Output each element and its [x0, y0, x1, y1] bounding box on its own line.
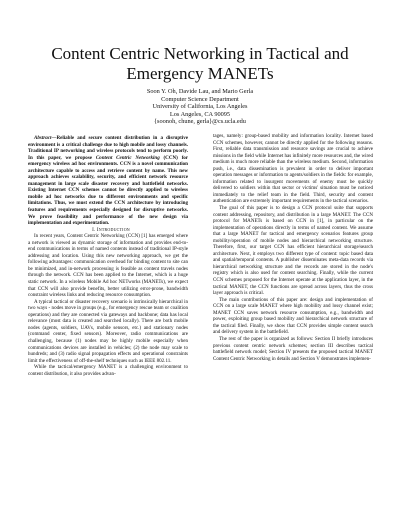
- left-paragraph-3: While the tactical/emergency MANET is a challenging environment to content distribution, it also provides advan-: [28, 364, 188, 377]
- abstract-text-1: Reliable and secure content distribution in a disruptive environment is a critical challenge due to high mobile and lossy channels. Traditional IP networking and wireless protocols tend to perform poorly. In this paper, we propose: [28, 135, 188, 161]
- author-block: [20, 88, 380, 126]
- right-column: [213, 133, 373, 362]
- paper-title: Content Centric Networking in Tactical and Emergency MANETs: [51, 44, 349, 83]
- left-column: [28, 135, 188, 377]
- author-university: University of California, Los Angeles: [152, 103, 248, 111]
- abstract-text-2: (CCN) for emergency wireless ad hoc environments. CCN is a novel communication architecture capable to access and retrieve content by name. This new approach achieves scalability, security, and efficient network resource management in large scale disaster recovery and battlefield networks. Existing Internet CCN schemes cannot be directly applied to wireless mobile ad hoc networks due to different environments and specific limitations. Thus, we must extend the CCN architecture by introducing features and requirements especially designed for disruptive networks. We prove feasibility and performance of the new design via implementation and experimentation.: [28, 154, 189, 227]
- abstract-heading: Abstract: [34, 135, 52, 141]
- author-dept: Computer Science Department: [161, 95, 239, 103]
- right-paragraph-4: The rest of the paper is organized as follows: Section II briefly introduces previous content centric network schemes; section III describes tactical battlefield network model; Section IV presents the proposed tactical MANET Content Centric Networking in details and Section V demonstrates implemen-: [213, 335, 373, 362]
- abstract: Abstract—Reliable and secure content distribution in a disruptive environment is a critical challenge due to high mobile and lossy channels. Traditional IP networking and wireless protocols tend to perform poorly. In this paper, we propose Content Centric Networking (CCN) for emergency wireless ad hoc environments. CCN is a novel communication architecture capable to access and retrieve content by name. This new approach achieves scalability, security, and efficient network resource management in large scale disaster recovery and battlefield networks. Existing Internet CCN schemes cannot be directly applied to wireless mobile ad hoc networks due to different environments and specific limitations. Thus, we must extend the CCN architecture by introducing features and requirements especially designed for disruptive networks. We prove feasibility and performance of the new design via implementation and experimentation.: [28, 135, 189, 227]
- left-paragraph-1: In recent years, Content Centric Networking (CCN) [1] has emerged where a network is viewed as dynamic storage of information and provides end-to-end communications in terms of named contents instead of traditional IP-style addressing and location. Using this new networking approach, we get the following advantages: communication overhead for binding content to site can be minimized, and in-network processing is feasible as content travels nodes through the network. CCN has been applied to the Internet, which is a huge static network. In a wireless Mobile Ad hoc NETworks (MANETs), we expect that CCN will also provide benefits, better utilizing error-prone, bandwidth constraint wireless links and reducing resource consumption.: [28, 233, 188, 299]
- author-names: Soon Y. Oh, Davide Lau, and Mario Gerla: [146, 88, 254, 95]
- right-paragraph-1: tages, namely: group-based mobility and information locality. Internet based CCN schemes, however, cannot be directly applied for the following reasons. First, reliable data transmission and resource savings are crucial to achieve missions in the field while Internet has infinitely more resources and, the wired medium is much more reliable than the wireless medium. Second, information push, i.e., data dissemination is prevalent in order to deliver important operation messages or information to agents/soldiers in the fields: for example, information related to insurgent movements of enemy must be quickly delivered to soldiers within that sector or victims' situation must be noticed immediately to the relief team in the field. Third, security and content authentication are extremely important requirements in the tactical scenarios.: [213, 133, 373, 205]
- author-email: {soonoh, chune, gerla}@cs.ucla.edu: [154, 118, 246, 126]
- section-heading-introduction: I. Introduction: [92, 226, 130, 233]
- abstract-ccn-name: Content Centric Networking: [95, 154, 160, 161]
- right-paragraph-2: The goal of this paper is to design a CCN protocol suite that supports content addressing, repository, and distribution in a large MANET. The CCN protocol for MANETs is based on CCN in [1], in particular on the implementation of operations directly in terms of named content. We assume that a large MANET for tactical and emergency scenarios features group mobility/operation of mobile nodes and hierarchical networking structure. Therefore, first, our target CCN has efficient hierarchical storage/search architecture. Next, it employs two different type of content: topic based data and spatial/temporal contents. A publisher disseminates meta-data records via hierarchical networking structure and the records are stored in the node's registry which is also used for content searching. Finally, while the current CCN schemes proposed for the Internet operate at the application layer, in the tactical MANET, the CCN functions are spread across layers, thus the cross layer approach is critical.: [213, 205, 373, 297]
- left-paragraph-2: A typical tactical or disaster recovery scenario is intrinsically hierarchical in two ways - nodes move in groups (e.g., for emergency rescue team or coalition operations) and they are connected via gateways and backbone; data has local relevance (most data is created and searched locally). There are both mobile nodes (agents, soldiers, UAVs, mobile sensors, etc.) and stationary nodes (command center, fixed sensors). Moreover, radio communications are challenging, because (1) nodes may be highly mobile especially when communications devices are installed in vehicles; (2) the node may scale to hundreds; and (3) radio signal propagation effects and operational constraints limit the effectiveness of off-the-shelf techniques such as IEEE 802.11.: [28, 298, 188, 364]
- author-city: Los Angeles, CA 90095: [169, 110, 231, 118]
- right-paragraph-3: The main contributions of this paper are: design and implementation of CCN on a large scale MANET where high mobility and lossy channel exist; MANET CCN saves network resource consumption, e.g., bandwidth and power, exploiting group based mobility and hierarchical network structure of the tactical filed. Finally, we show that CCN provides simple content search and delivery system in the battlefield.: [213, 296, 373, 336]
